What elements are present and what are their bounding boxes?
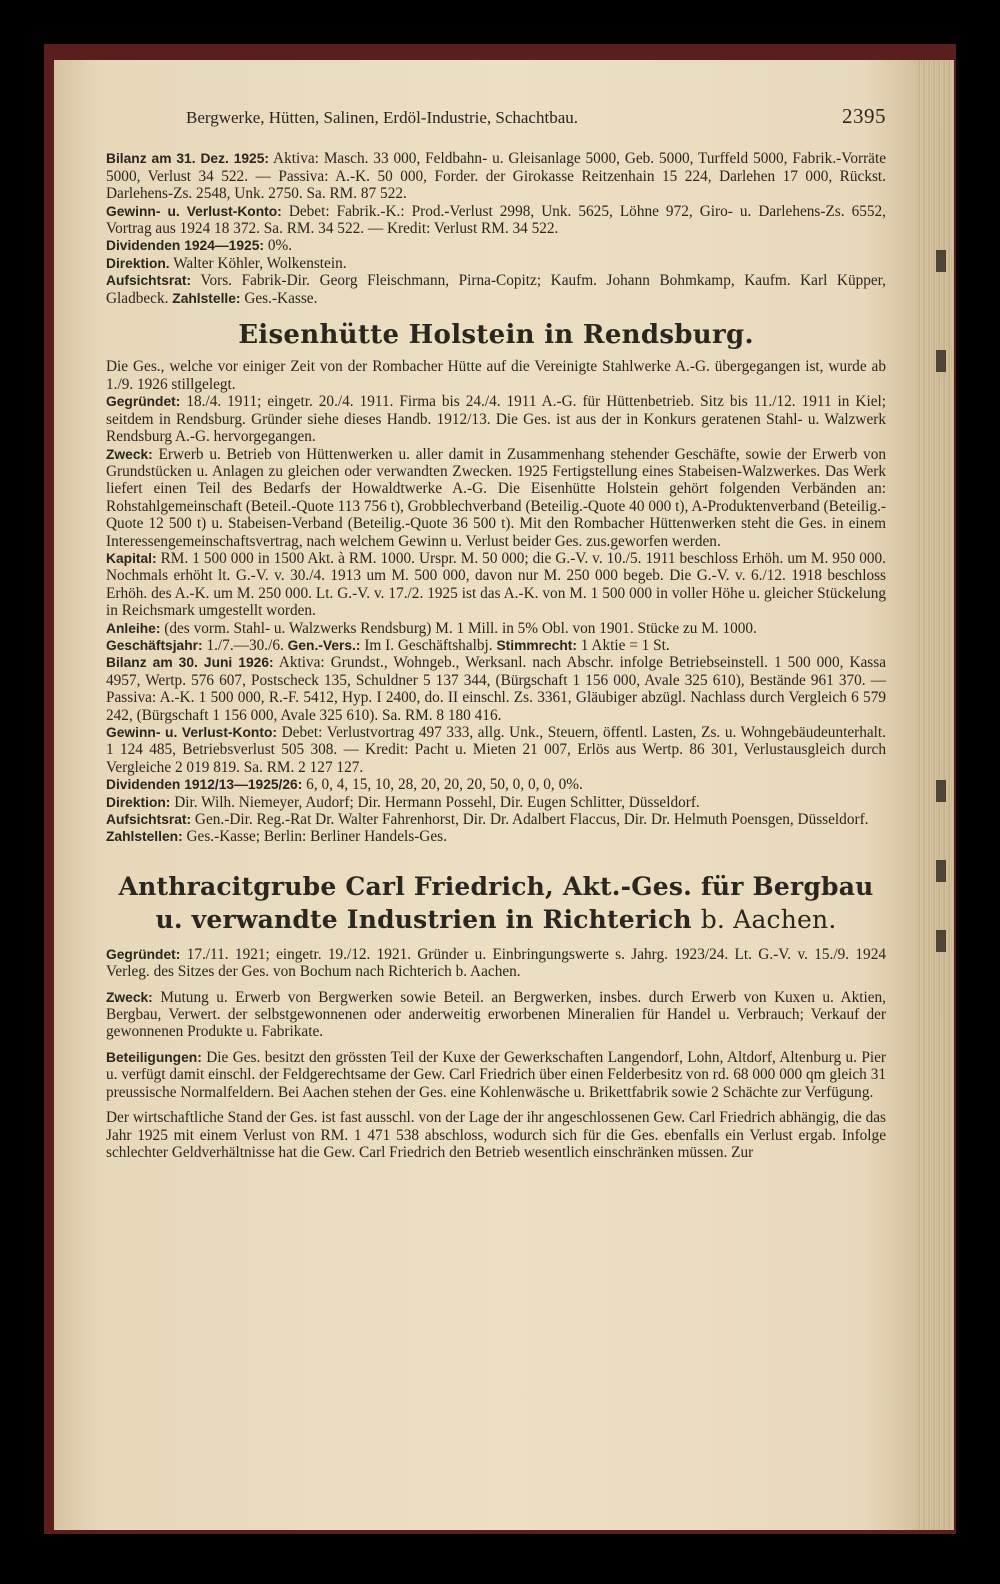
paragraph: Dividenden 1912/13—1925/26: 6, 0, 4, 15, 10, 28, 20, 20, 20, 50, 0, 0, 0, 0%.	[106, 776, 583, 794]
paragraph: Der wirtschaftliche Stand der Ges. ist fast ausschl. von der Lage der ihr angeschlossenen Gew. Carl Friedrich abhängig, die das Jahr 1925 mit einem Verlust von RM. 1 471 538 abschloss, wodurch sich für die Ges. ebenfalls ein Verlust ergab. Infolge schlechter Geldverhältnisse hat die Gew. Carl Friedrich den Betrieb wesentlich einschränken müssen. Zur	[106, 1109, 886, 1161]
paragraph: Zweck: Erwerb u. Betrieb von Hüttenwerken u. aller damit in Zusammenhang stehender Geschäfte, sowie der Erwerb von Grundstücken u. Anlagen zu gleichen oder verwandten Zwecken. 1925 Fertigstellung eines Stabeisen-Walzwerkes. Das Werk liefert einen Teil des Bedarfs der Howaldtwerke A.-G. Die Eisenhütte Holstein gehört folgenden Verbänden an: Rohstahlgemeinschaft (Beteil.-Quote 113 756 t), Grobblechverband (Beteilig.-Quote 40 000 t), A-Produktenverband (Beteilig.-Quote 12 500 t) u. Stabeisen-Verband (Beteilig.-Quote 36 500 t). Mit den Rombacher Hüttenwerken steht die Ges. in einem Interessengemeinschaftsvertrag, nach welchem Gewinn u. Verlust beider Ges. zus.geworfen werden.	[106, 445, 886, 550]
paragraph: Gegründet: 18./4. 1911; eingetr. 20./4. 1911. Firma bis 24./4. 1911 A.-G. für Hüttenbetrieb. Sitz bis 11./12. 1911 in Kiel; seitdem in Rendsburg. Gründer siehe dieses Handb. 1912/13. Die Ges. ist aus der in Konkurs geratenen Stahl- u. Walzwerk Rendsburg A.-G. hervorgegangen.	[106, 393, 887, 446]
thumb-index-tab	[936, 860, 946, 882]
paragraph: Aufsichtsrat: Vors. Fabrik-Dir. Georg Fleischmann, Pirna-Copitz; Kaufm. Johann Bohmkamp, Kaufm. Karl Küpper, Gladbeck. Zahlstelle: Ges.-Kasse.	[106, 272, 886, 307]
paragraph: Die Ges., welche vor einiger Zeit von der Rombacher Hütte auf die Vereinigte Stahlwerke A.-G. übergegangen ist, wurde ab 1./9. 1926 stillgelegt.	[106, 358, 886, 393]
thumb-index-tab	[936, 930, 946, 952]
paragraph: Gegründet: 17./11. 1921; eingetr. 19./12. 1921. Gründer u. Einbringungswerte s. Jahrg. 1923/24. Lt. G.-V. v. 15./9. 1924 Verleg. des Sitzes der Ges. von Bochum nach Richterich b. Aachen.	[106, 945, 886, 981]
paragraph: Dividenden 1924—1925: 0%.	[106, 237, 293, 255]
paragraph: Gewinn- u. Verlust-Konto: Debet: Verlustvortrag 497 333, allg. Unk., Steuern, öffentl. Lasten, Zs. u. Wohngebäudeunterhalt. 1 124 485, Betriebsverlust 505 308. — Kredit: Pacht u. Mieten 21 007, Erlös aus Wertp. 86 301, Verlustausgleich durch Vergleiche 2 019 819. Sa. RM. 2 127 127.	[106, 724, 886, 776]
paragraph: Kapital: RM. 1 500 000 in 1500 Akt. à RM. 1000. Urspr. M. 50 000; die G.-V. v. 10./5. 1911 beschloss Erhöh. um M. 950 000. Nochmals erhöht lt. G.-V. v. 30./4. 1913 um M. 500 000, davon nur M. 250 000 begeb. Die G.-V. v. 6./12. 1918 beschloss Erhöh. des A.-K. um M. 250 000. Lt. G.-V. v. 17./2. 1925 ist das A.-K. von M. 1 500 000 in voller Höhe u. gleicher Stückelung in Reichsmark umgestellt worden.	[106, 549, 886, 620]
page-edge	[916, 60, 954, 1530]
paragraph: Gewinn- u. Verlust-Konto: Debet: Fabrik.-K.: Prod.-Verlust 2998, Unk. 5625, Löhne 972, Giro- u. Darlehens-Zs. 6552, Vortrag aus 1924 18 372. Sa. RM. 34 522. — Kredit: Verlust RM. 34 522.	[106, 202, 887, 238]
paragraph: Zweck: Mutung u. Erwerb von Bergwerken sowie Beteil. an Bergwerken, insbes. durch Erwerb von Kuxen u. Aktien, Bergbau, Verwert. der selbstgewonnenen oder anderweitig erworbenen Mineralien für Handel u. Verbrauch; Verkauf der gewonnenen Produkte u. Fabrikate.	[106, 988, 886, 1041]
paragraph: Beteiligungen: Die Ges. besitzt den grössten Teil der Kuxe der Gewerkschaften Langendorf, Lohn, Altdorf, Altenburg u. Pier u. verfügt damit einschl. der Feldgerechtsame der Gew. Carl Friedrich über einen Felderbesitz von rd. 68 000 000 qm gleich 31 preussische Normalfeldern. Bei Aachen stehen der Ges. eine Kohlenwäsche u. Brikettfabrik sowie 2 Schächte zur Verfügung.	[106, 1048, 887, 1101]
paragraph: Bilanz am 30. Juni 1926: Aktiva: Grundst., Wohngeb., Werksanl. nach Abschr. infolge Betriebseinstell. 1 500 000, Kassa 4957, Wertp. 576 607, Postscheck 135, Schuldner 5 137 344, (Bürgschaft 1 156 000, Avale 325 610), Bestände 961 370. — Passiva: A.-K. 1 500 000, R.-F. 5412, Hyp. I 2400, do. II einschl. Zs. 3361, Gläubiger abzügl. Nachlass durch Vergleich 6 579 242, (Bürgschaft 1 156 000, Avale 325 610). Sa. RM. 8 180 416.	[106, 654, 886, 724]
paragraph: Zahlstellen: Ges.-Kasse; Berlin: Berliner Handels-Ges.	[106, 828, 447, 846]
paragraph: Anleihe: (des vorm. Stahl- u. Walzwerks Rendsburg) M. 1 Mill. in 5% Obl. von 1901. Stücke zu M. 1000.	[106, 619, 757, 637]
page-header	[186, 104, 886, 128]
running-title: Bergwerke, Hütten, Salinen, Erdöl-Industrie, Schachtbau.	[186, 108, 578, 127]
book-cover	[44, 44, 956, 1534]
paragraph: Direktion: Dir. Wilh. Niemeyer, Audorf; Dir. Hermann Possehl, Dir. Eugen Schlitter, Düsseldorf.	[106, 793, 700, 811]
paragraph: Aufsichtsrat: Gen.-Dir. Reg.-Rat Dr. Walter Fahrenhorst, Dir. Dr. Adalbert Flaccus, Dir. Dr. Helmuth Poensgen, Düsseldorf.	[106, 811, 869, 829]
thumb-index-tab	[936, 250, 946, 272]
thumb-index-tab	[936, 780, 946, 802]
page-number: 2395	[842, 104, 886, 128]
page-content	[106, 90, 886, 1161]
section-title: Anthracitgrube Carl Friedrich, Akt.-Ges. für Bergbau u. verwandte Industrien in Richterich b. Aachen.	[118, 871, 874, 934]
scanned-page	[54, 60, 954, 1530]
section-title: Eisenhütte Holstein in Rendsburg.	[238, 320, 754, 351]
paragraph: Bilanz am 31. Dez. 1925: Aktiva: Masch. 33 000, Feldbahn- u. Gleisanlage 5000, Geb. 5000, Turffeld 5000, Fabrik.-Vorräte 5000, Verlust 34 522. — Passiva: A.-K. 50 000, Forder. der Girokasse Reitzenhain 15 224, Darlehen 17 000, Rückst. Darlehens-Zs. 2548, Unk. 2750. Sa. RM. 87 522.	[106, 150, 886, 203]
paragraph: Geschäftsjahr: 1./7.—30./6. Gen.-Vers.: Im I. Geschäftshalbj. Stimmrecht: 1 Aktie = 1 St.	[106, 636, 670, 654]
paragraph: Direktion. Walter Köhler, Wolkenstein.	[106, 254, 347, 272]
thumb-index-tab	[936, 350, 946, 372]
